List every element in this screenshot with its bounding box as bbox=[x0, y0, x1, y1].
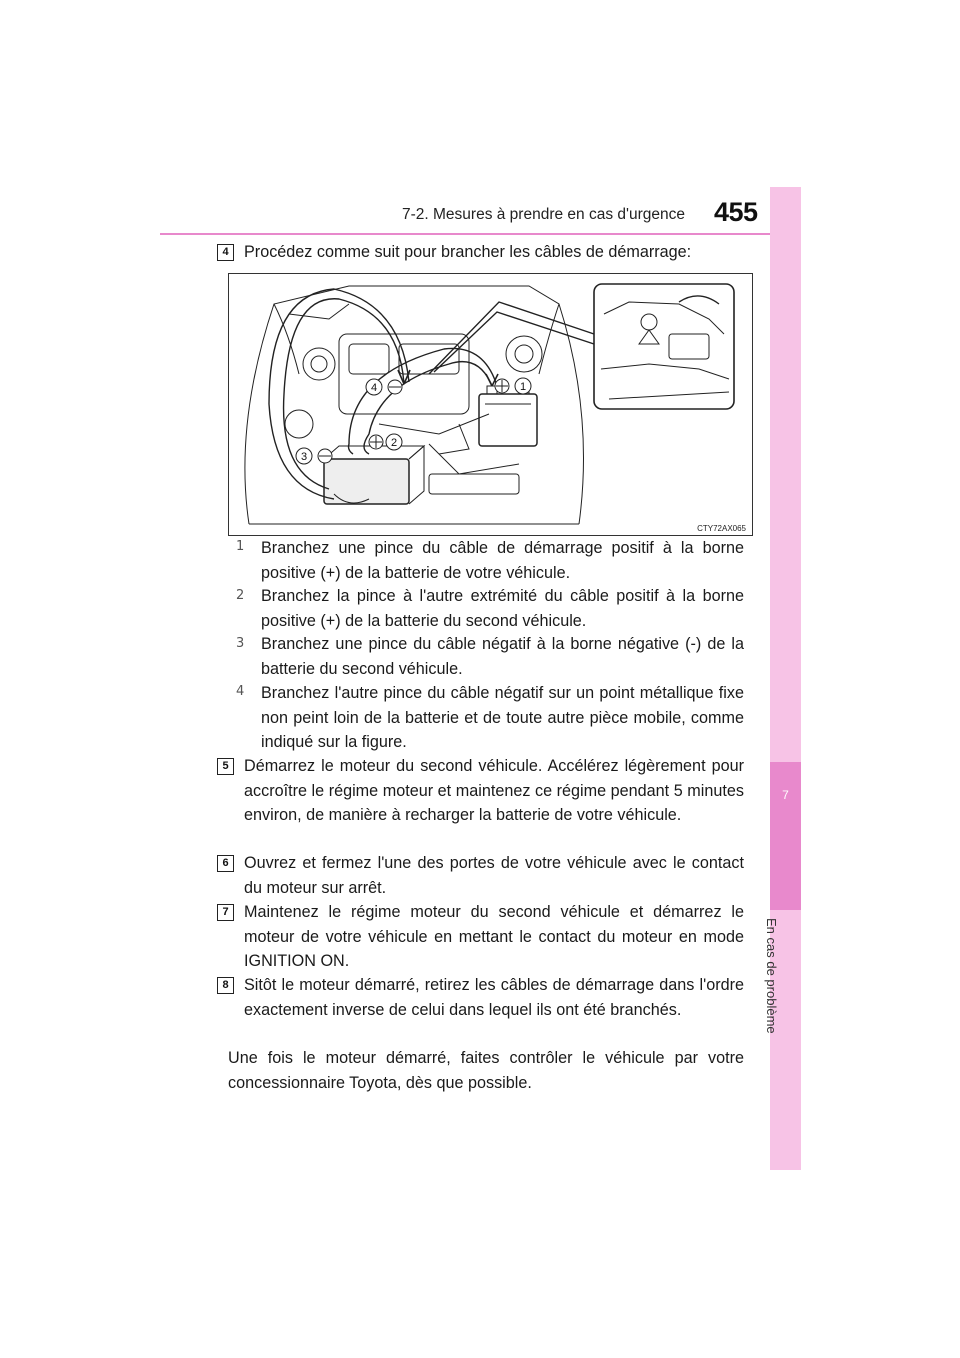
substep-text-2: Branchez la pince à l'autre extrémité du câble positif à la borne positive (+) de la batterie du second véhicule. bbox=[261, 587, 744, 630]
jump-start-figure bbox=[228, 273, 753, 536]
chapter-number-tab bbox=[770, 762, 801, 910]
step-text-4: Procédez comme suit pour brancher les câbles de démarrage: bbox=[244, 243, 692, 261]
step-number-7: 7 bbox=[217, 904, 234, 921]
engine-bay-illustration bbox=[229, 274, 752, 535]
step-text-6: Ouvrez et fermez l'une des portes de votre véhicule avec le contact du moteur sur arrêt. bbox=[244, 854, 744, 897]
chapter-title bbox=[766, 918, 806, 1138]
figure-label-2: 2 bbox=[390, 437, 398, 449]
substep-text-1: Branchez une pince du câble de démarrage positif à la borne positive (+) de la batterie de votre véhicule. bbox=[261, 539, 744, 582]
figure-label-1: 1 bbox=[519, 381, 527, 393]
page-number: 455 bbox=[714, 197, 758, 227]
substep-number-2: 2 bbox=[236, 588, 245, 603]
step-number-8: 8 bbox=[217, 977, 234, 994]
chapter-number: 7 bbox=[782, 788, 789, 802]
header-divider bbox=[160, 233, 801, 235]
step-number-4: 4 bbox=[217, 244, 234, 261]
step-text-7: Maintenez le régime moteur du second véhicule et démarrez le moteur de votre véhicule en mettant le contact du moteur en mode IGNITION ON. bbox=[244, 903, 744, 970]
figure-code: CTY72AX065 bbox=[697, 524, 746, 533]
figure-label-3: 3 bbox=[300, 451, 308, 463]
substep-text-4: Branchez l'autre pince du câble négatif sur un point métallique fixe non peint loin de la batterie et de toute autre pièce mobile, comme indiqué sur la figure. bbox=[261, 684, 744, 751]
step-number-5: 5 bbox=[217, 758, 234, 775]
figure-label-4: 4 bbox=[370, 382, 378, 394]
final-note: Une fois le moteur démarré, faites contrôler le véhicule par votre concessionnaire Toyota, dès que possible. bbox=[228, 1049, 744, 1092]
substep-text-3: Branchez une pince du câble négatif à la borne négative (-) de la batterie du second véhicule. bbox=[261, 635, 744, 678]
step-text-5: Démarrez le moteur du second véhicule. Accélérez légèrement pour accroître le régime moteur et maintenez ce régime pendant 5 minutes environ, de manière à recharger la batterie de votre véhicule. bbox=[244, 757, 744, 824]
substep-number-1: 1 bbox=[236, 539, 245, 554]
chapter-title-text: En cas de problème bbox=[764, 918, 779, 1034]
section-title: 7-2. Mesures à prendre en cas d'urgence bbox=[402, 206, 685, 223]
substep-number-4: 4 bbox=[236, 684, 245, 699]
step-number-6: 6 bbox=[217, 855, 234, 872]
substep-number-3: 3 bbox=[236, 636, 245, 651]
step-text-8: Sitôt le moteur démarré, retirez les câbles de démarrage dans l'ordre exactement inverse de celui dans lequel ils ont été branchés. bbox=[244, 976, 744, 1019]
